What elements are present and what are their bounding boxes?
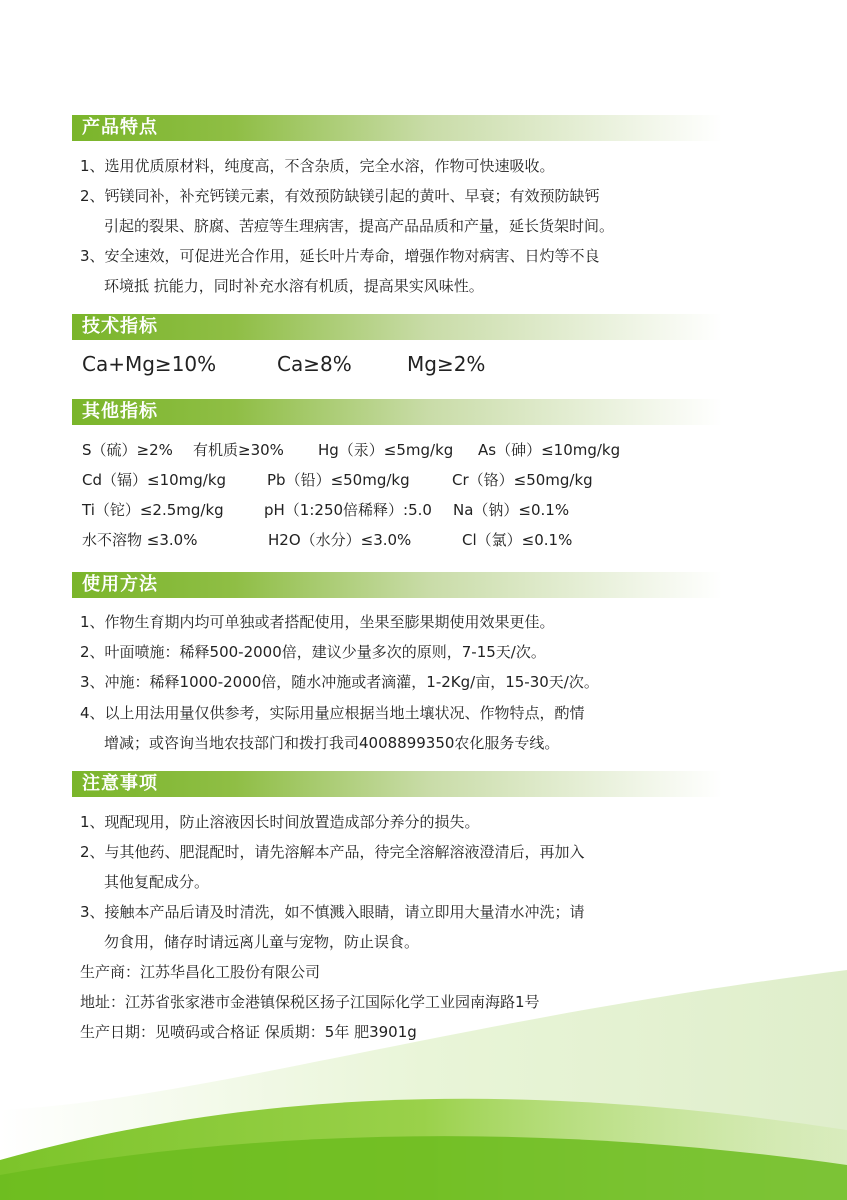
section-header-other bbox=[72, 399, 722, 425]
spec-chlorine: Cl（氯）≤0.1% bbox=[462, 531, 573, 549]
spec-arsenic: As（砷）≤10mg/kg bbox=[478, 441, 621, 459]
spec-organic: 有机质≥30% bbox=[193, 441, 284, 459]
spec-sodium: Na（钠）≤0.1% bbox=[453, 501, 570, 519]
usage-line-5: 增减；或咨询当地农技部门和拨打我司4008899350农化服务专线。 bbox=[104, 734, 560, 752]
usage-line-3: 3、冲施：稀释1000-2000倍，随水冲施或者滴灌，1-2Kg/亩，15-30天/次。 bbox=[80, 673, 599, 691]
spec-chromium: Cr（铬）≤50mg/kg bbox=[452, 471, 593, 489]
usage-line-2: 2、叶面喷施：稀释500-2000倍，建议少量多次的原则，7-15天/次。 bbox=[80, 643, 546, 661]
section-title-tech: 技术指标 bbox=[82, 316, 158, 337]
tech-item-ca-mg: Ca+Mg≥10% bbox=[82, 352, 217, 376]
features-line-2: 2、钙镁同补，补充钙镁元素，有效预防缺镁引起的黄叶、早衰；有效预防缺钙 bbox=[80, 187, 600, 205]
section-header-notes bbox=[72, 771, 722, 797]
spec-cadmium: Cd（镉）≤10mg/kg bbox=[82, 471, 227, 489]
notes-line-3: 其他复配成分。 bbox=[104, 873, 210, 891]
notes-line-4: 3、接触本产品后请及时清洗，如不慎溅入眼睛，请立即用大量清水冲洗；请 bbox=[80, 903, 585, 921]
tech-item-mg: Mg≥2% bbox=[407, 352, 486, 376]
spec-sulfur: S（硫）≥2% bbox=[82, 441, 173, 459]
features-line-5: 环境抵 抗能力，同时补充水溶有机质，提高果实风味性。 bbox=[104, 277, 484, 295]
features-line-4: 3、安全速效，可促进光合作用，延长叶片寿命，增强作物对病害、日灼等不良 bbox=[80, 247, 600, 265]
usage-line-1: 1、作物生育期内均可单独或者搭配使用，坐果至膨果期使用效果更佳。 bbox=[80, 613, 555, 631]
features-line-1: 1、选用优质原材料，纯度高，不含杂质，完全水溶，作物可快速吸收。 bbox=[80, 157, 555, 175]
notes-line-1: 1、现配现用，防止溶液因长时间放置造成部分养分的损失。 bbox=[80, 813, 480, 831]
address-line: 地址：江苏省张家港市金港镇保税区扬子江国际化学工业园南海路1号 bbox=[80, 993, 540, 1011]
usage-line-4: 4、以上用法用量仅供参考，实际用量应根据当地土壤状况、作物特点，酌情 bbox=[80, 704, 585, 722]
section-header-tech bbox=[72, 314, 722, 340]
section-header-features bbox=[72, 115, 722, 141]
spec-lead: Pb（铅）≤50mg/kg bbox=[267, 471, 410, 489]
section-header-usage bbox=[72, 572, 722, 598]
features-line-3: 引起的裂果、脐腐、苦痘等生理病害，提高产品品质和产量，延长货架时间。 bbox=[104, 217, 615, 235]
section-title-usage: 使用方法 bbox=[82, 574, 158, 595]
section-title-features: 产品特点 bbox=[82, 117, 158, 138]
section-title-other: 其他指标 bbox=[82, 401, 158, 422]
spec-ph: pH（1:250倍稀释）:5.0 bbox=[264, 501, 432, 519]
date-shelf-life-line: 生产日期：见喷码或合格证 保质期：5年 肥3901g bbox=[80, 1023, 417, 1041]
spec-mercury: Hg（汞）≤5mg/kg bbox=[318, 441, 454, 459]
tech-item-ca: Ca≥8% bbox=[277, 352, 352, 376]
section-title-notes: 注意事项 bbox=[82, 773, 158, 794]
notes-line-5: 勿食用，储存时请远离儿童与宠物，防止误食。 bbox=[104, 933, 420, 951]
spec-insoluble: 水不溶物 ≤3.0% bbox=[82, 531, 198, 549]
spec-thallium: Ti（铊）≤2.5mg/kg bbox=[82, 501, 224, 519]
manufacturer-line: 生产商：江苏华昌化工股份有限公司 bbox=[80, 963, 321, 981]
spec-water: H2O（水分）≤3.0% bbox=[268, 531, 412, 549]
notes-line-2: 2、与其他药、肥混配时，请先溶解本产品，待完全溶解溶液澄清后，再加入 bbox=[80, 843, 585, 861]
